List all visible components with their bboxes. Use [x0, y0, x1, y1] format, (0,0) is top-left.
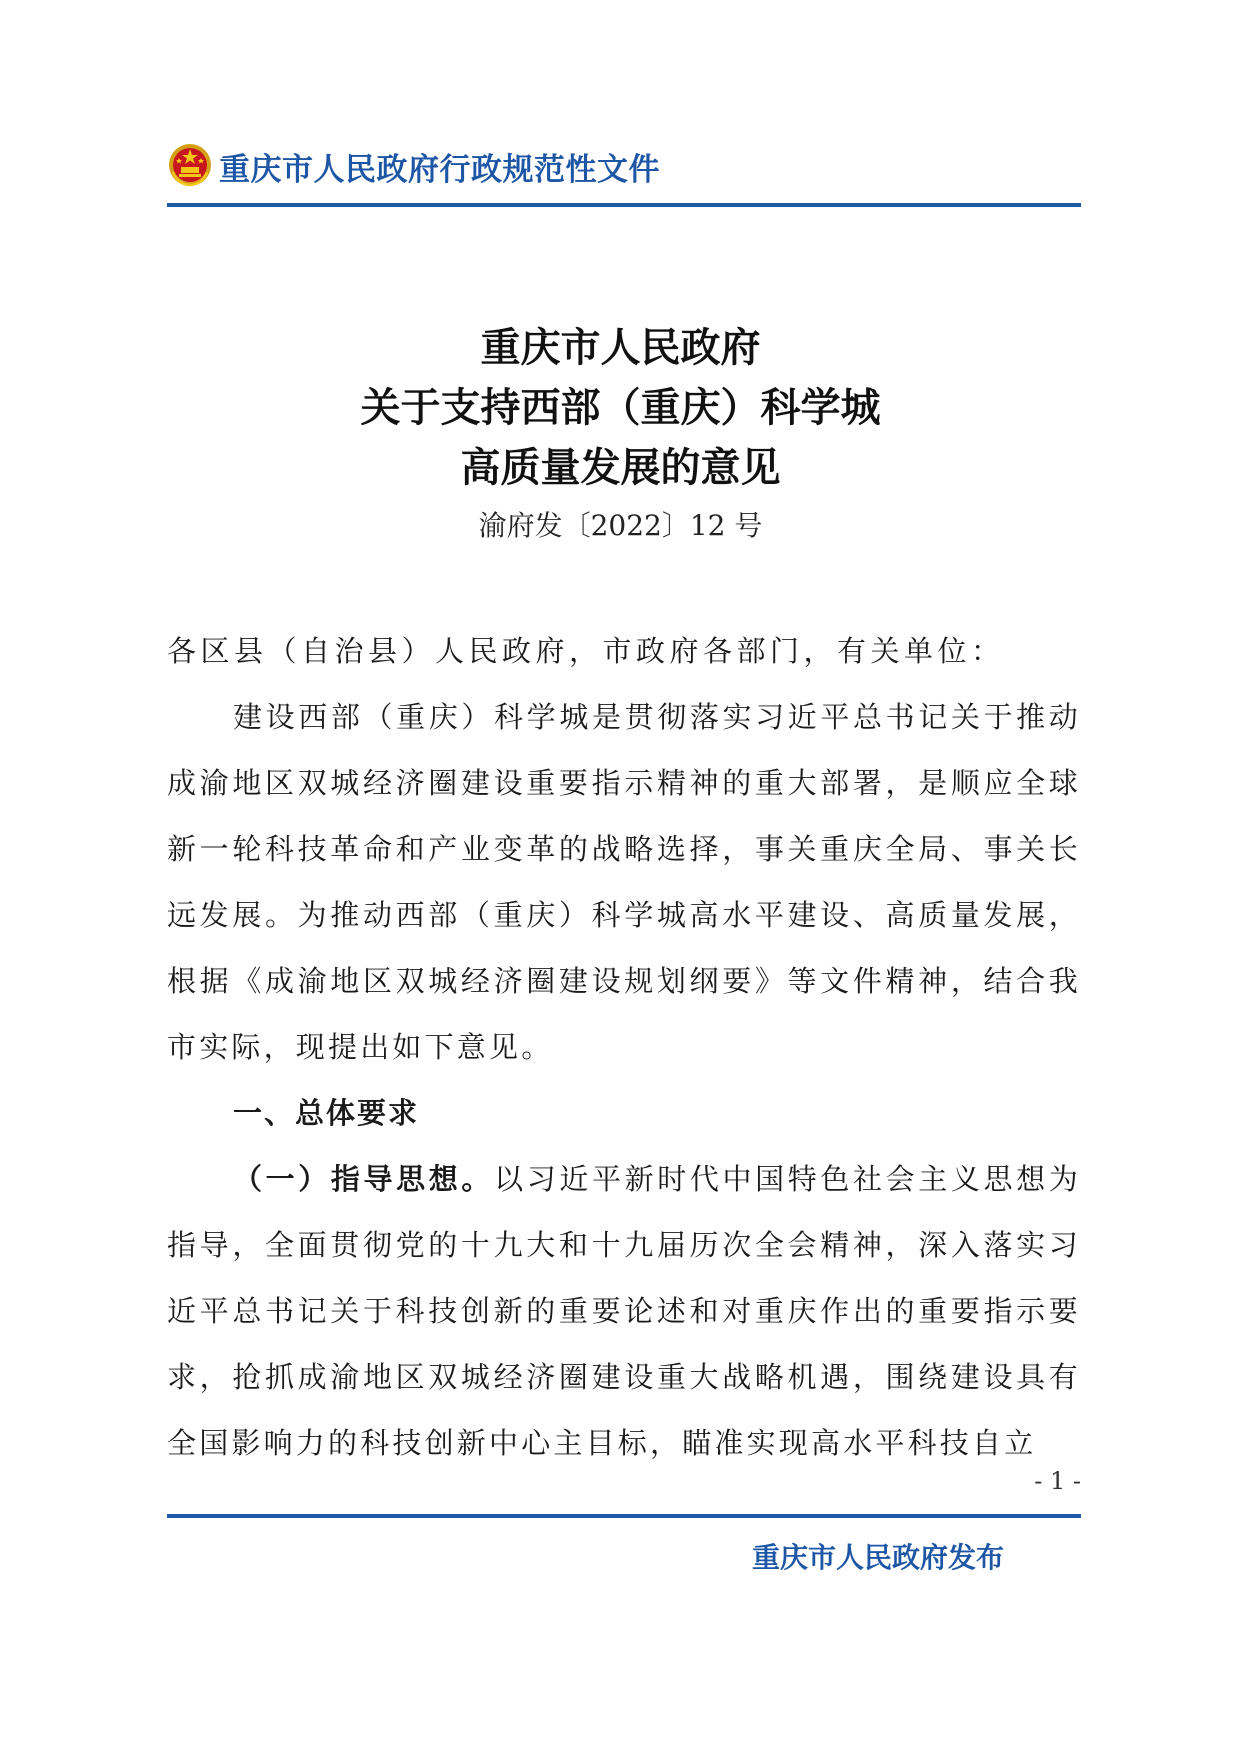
document-body [167, 618, 1081, 1476]
title-line-2: 关于支持西部（重庆）科学城 [360, 384, 881, 431]
footer-divider [167, 1514, 1081, 1518]
subsection-text: 以习近平新时代中国特色社会主义思想为指导，全面贯彻党的十九大和十九届历次全会精神，深入落实习近平总书记关于科技创新的重要论述和对重庆作出的重要指示要求，抢抓成渝地区双城经济圈建设重大战略机遇，围绕建设具有全国影响力的科技创新中心主目标，瞄准实现高水平科技自立 [167, 1162, 1081, 1460]
section-heading-1: 一、总体要求 [233, 1096, 420, 1130]
footer-publisher: 重庆市人民政府发布 [752, 1541, 1005, 1574]
title-line-3: 高质量发展的意见 [460, 444, 781, 491]
document-number: 渝府发〔2022〕12 号 [478, 509, 763, 542]
subsection-paragraph-1 [167, 1146, 1081, 1476]
document-title [0, 318, 1241, 546]
salutation: 各区县（自治县）人民政府，市政府各部门，有关单位： [167, 634, 1005, 668]
intro-paragraph: 建设西部（重庆）科学城是贯彻落实习近平总书记关于推动成渝地区双城经济圈建设重要指示精神的重大部署，是顺应全球新一轮科技革命和产业变革的战略选择，事关重庆全局、事关长远发展。为推动西部（重庆）科学城高水平建设、高质量发展，根据《成渝地区双城经济圈建设规划纲要》等文件精神，结合我市实际，现提出如下意见。 [167, 700, 1081, 1064]
subsection-lead: （一）指导思想。 [233, 1162, 495, 1196]
title-line-1: 重庆市人民政府 [480, 324, 761, 371]
header-divider [167, 203, 1081, 207]
document-header [167, 140, 1081, 204]
header-title: 重庆市人民政府行政规范性文件 [219, 152, 660, 188]
page-number: - 1 - [1034, 1467, 1081, 1495]
national-emblem-icon [167, 142, 213, 188]
